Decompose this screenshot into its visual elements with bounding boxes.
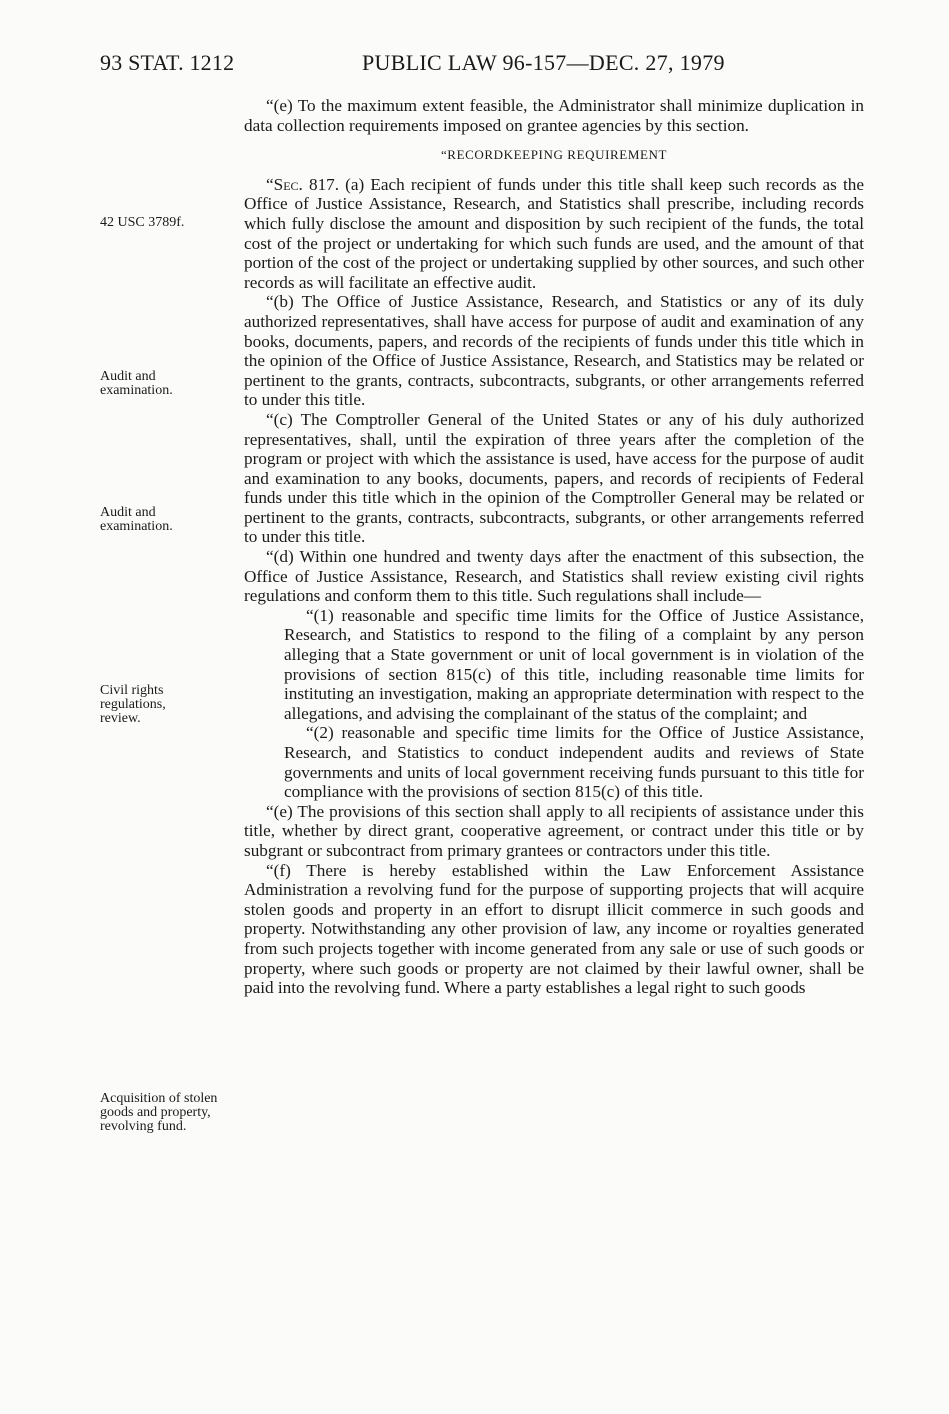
paragraph-e-provisions: “(e) The provisions of this section shall apply to all recipients of assistance under this title, whether by direct grant, cooperative agreement, or contract under this title or by subgrant or subcontract from primary grantees or contractors under this title. xyxy=(244,801,864,860)
paragraph-d: “(d) Within one hundred and twenty days after the enactment of this subsection, the Office of Justice Assistance, Research, and Statistics shall review existing civil rights regulations and conform them to this title. Such regulations shall include— xyxy=(244,547,864,606)
paragraph-b: “(b) The Office of Justice Assistance, Research, and Statistics or any of its duly authorized representatives, shall have access for purpose of audit and examination of any books, documents, papers, and records of the recipients of funds under this title which in the opinion of the Office of Justice Assistance, Research, and Statistics may be related or pertinent to the grants, contracts, subcontracts, subgrants, or other arrangements referred to under this title. xyxy=(244,292,864,410)
page-header xyxy=(100,50,880,84)
public-law-title: PUBLIC LAW 96-157—DEC. 27, 1979 xyxy=(362,50,725,75)
paragraph-d-2: “(2) reasonable and specific time limits for the Office of Justice Assistance, Research, and Statistics to conduct independent audits and reviews of State governments and units of local government receiving funds pursuant to this title for compliance with the provisions of section 815(c) of this title. xyxy=(284,723,864,802)
margin-note-usc: 42 USC 3789f. xyxy=(100,215,185,230)
paragraph-d-1: “(1) reasonable and specific time limits for the Office of Justice Assistance, Research, and Statistics to respond to the filing of a complaint by any person alleging that a State government or unit of local government is in violation of the provisions of section 815(c) of this title, including reasonable time limits for instituting an investigation, making an appropriate determination with respect to the allegations, and advising the complainant of the status of the complaint; and xyxy=(284,605,864,723)
sec-label: “Sec. xyxy=(266,174,303,194)
stat-citation: 93 STAT. 1212 xyxy=(100,50,235,75)
margin-note-acquisition: Acquisition of stolen goods and property, revolving fund. xyxy=(100,1091,218,1134)
sec-817-a-text: 817. (a) Each recipient of funds under this title shall keep such records as the Office of Justice Assistance, Research, and Statistics shall prescribe, including records which fully disclose the amount and disposition by such recipient of the funds, the total cost of the project or undertaking for which such funds are used, and the amount of that portion of the cost of the project or undertaking supplied by other sources, and such other records as will facilitate an effective audit. xyxy=(244,174,865,292)
margin-note-audit-1: Audit and examination. xyxy=(100,369,173,398)
section-heading: “RECORDKEEPING REQUIREMENT xyxy=(440,147,668,163)
section-817-a xyxy=(244,175,864,293)
body-text xyxy=(244,96,864,998)
paragraph-f: “(f) There is hereby established within the Law Enforcement Assistance Administration a revolving fund for the purpose of supporting projects that will acquire stolen goods and property in an effort to disrupt illicit commerce in such goods and property. Notwithstanding any other provision of law, any income or royalties generated from such projects together with income generated from any sale or use of such goods or property, where such goods or property are not claimed by their lawful owner, shall be paid into the revolving fund. Where a party establishes a legal right to such goods xyxy=(244,860,864,998)
margin-note-civil-rights: Civil rights regulations, review. xyxy=(100,683,166,726)
paragraph-c: “(c) The Comptroller General of the United States or any of his duly authorized representatives, shall, until the expiration of three years after the completion of the program or project with which the assistance is used, have access for the purpose of audit and examination to any books, documents, papers, and records of recipients of Federal funds under this title which in the opinion of the Comptroller General may be related or pertinent to the grants, contracts, subcontracts, subgrants, or other arrangements referred to under this title. xyxy=(244,409,864,547)
paragraph-e-data-collection: “(e) To the maximum extent feasible, the Administrator shall minimize duplication in data collection requirements imposed on grantee agencies by this section. xyxy=(244,96,864,135)
margin-note-audit-2: Audit and examination. xyxy=(100,505,173,534)
